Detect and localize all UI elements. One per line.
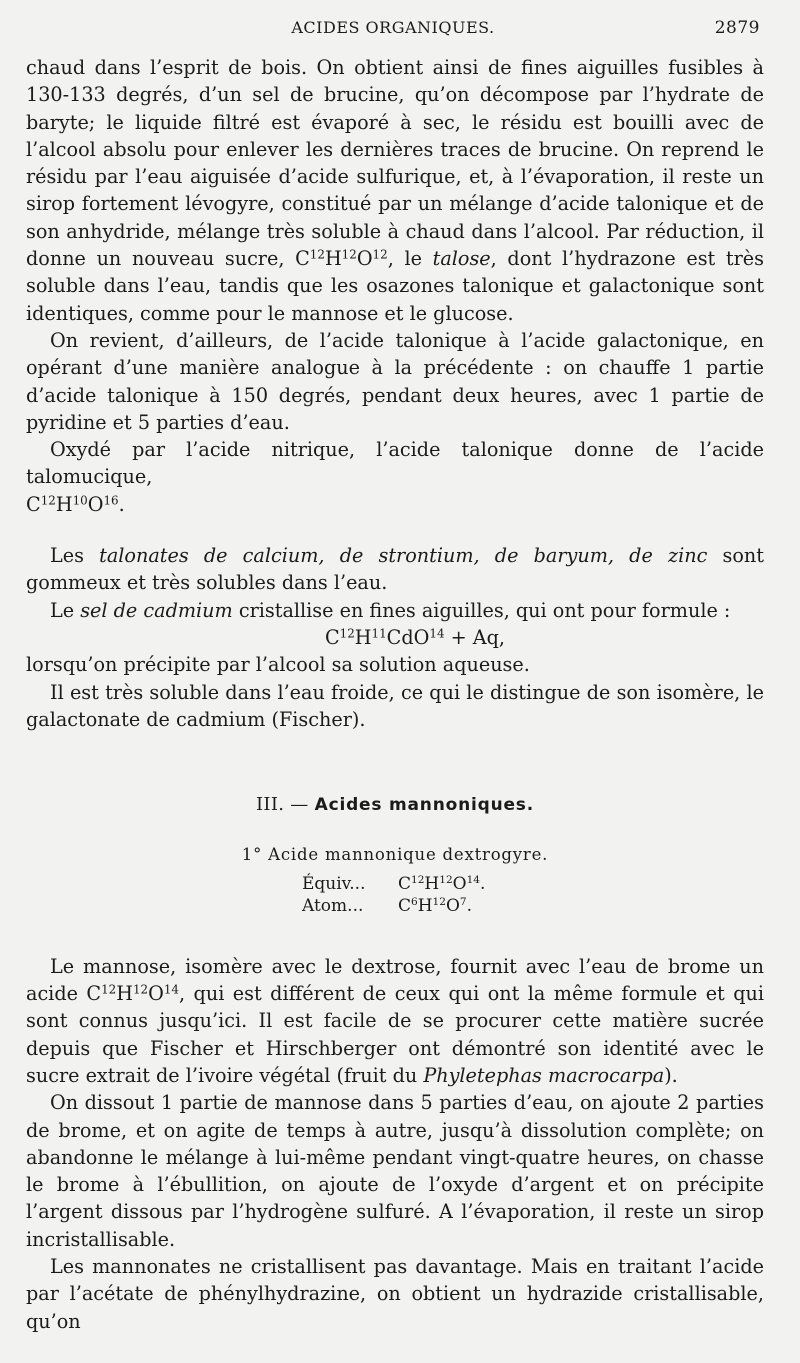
paragraph: On revient, d’ailleurs, de l’acide talonique à l’acide galactonique, en opérant d’une manière analogue à la précédente : on chauffe 1 partie d’acide talonique à 150 degrés, pendant deux heures, avec 1 partie de pyridine et 5 parties d’eau. xyxy=(26,328,764,434)
paragraph: Le mannose, isomère avec le dextrose, fournit avec l’eau de brome un acide $C^{12}H^{12}O^{14}$, qui est différent de ceux qui ont la même formule et qui sont connus jusqu’ici. Il est facile de se procurer cette matière sucrée depuis que Fischer et Hirschberger ont démontré son identité avec le sucre extrait de l’ivoire végétal (fruit du Phyletephas macrocarpa). xyxy=(26,954,764,1087)
paragraph: Les mannonates ne cristallisent pas davantage. Mais en traitant l’acide par l’acétate de phénylhydrazine, on obtient un hydrazide cristallisable, qu’on xyxy=(26,1254,764,1333)
page-number: 2879 xyxy=(714,18,760,38)
page-body xyxy=(26,54,764,1335)
paragraph: lorsqu’on précipite par l’alcool sa solution aqueuse. xyxy=(26,653,530,677)
paragraph: Le sel de cadmium cristallise en fines aiguilles, qui ont pour formule : xyxy=(50,598,731,622)
paragraph: chaud dans l’esprit de bois. On obtient ainsi de fines aiguilles fusibles à 130-133 degrés, d’un sel de brucine, qu’on décompose par l’hydrate de baryte; le liquide filtré est évaporé à sec, le résidu est bouilli avec de l’alcool absolu pour enlever les dernières traces de brucine. On reprend le résidu par l’eau aiguisée d’acide sulfurique, et, à l’évaporation, il reste un sirop fortement lévogyre, constitué par un mélange d’acide talonique et de son anhydride, mélange très soluble à chaud dans l’alcool. Par réduction, il donne un nouveau sucre, $C^{12}H^{12}O^{12}$, le talose, dont l’hydrazone est très soluble dans l’eau, tandis que les osazones talonique et galactonique sont identiques, comme pour le mannose et le glucose. xyxy=(26,56,764,325)
section-heading: III. — Acides mannoniques. xyxy=(256,794,534,816)
display-formula: $C^{12}H^{11}CdO^{14} + Aq$, xyxy=(324,625,506,649)
subsection-heading: 1° Acide mannonique dextrogyre. xyxy=(241,845,549,865)
running-title: ACIDES ORGANIQUES. xyxy=(291,18,495,37)
equivalent-formulas: Équiv... $C^{12}H^{12}O^{14}$. Atom... $C^6H^{12}O^7$. xyxy=(302,873,486,916)
paragraph: Les talonates de calcium, de strontium, de baryum, de zinc sont gommeux et très solubles dans l’eau. xyxy=(26,544,765,595)
paragraph: Il est très soluble dans l’eau froide, ce qui le distingue de son isomère, le galactonate de cadmium (Fischer). xyxy=(26,680,764,731)
running-header xyxy=(26,18,760,42)
chemical-formula: $C^{12}H^{10}O^{16}$. xyxy=(26,492,125,516)
paragraph: On dissout 1 partie de mannose dans 5 parties d’eau, on ajoute 2 parties de brome, et on agite de temps à autre, jusqu’à dissolution complète; on abandonne le mélange à lui-même pendant vingt-quatre heures, on chasse le brome à l’ébullition, on ajoute de l’oxyde d’argent et on précipite l’argent dissous par l’hydrogène sulfuré. A l’évaporation, il reste un sirop incristallisable. xyxy=(26,1091,764,1251)
paragraph: Oxydé par l’acide nitrique, l’acide talonique donne de l’acide talomucique, $C^{12}H^{10}O^{16}$. xyxy=(26,438,764,516)
